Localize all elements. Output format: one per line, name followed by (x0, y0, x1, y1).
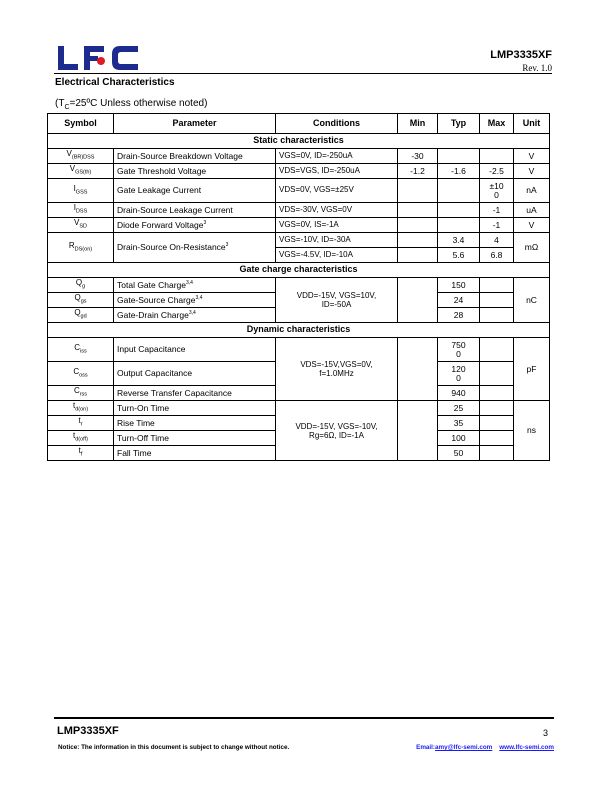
footer-contact (416, 744, 554, 751)
column-header: Parameter (114, 114, 276, 134)
parameter-cell: Fall Time (114, 446, 276, 461)
unit-cell: V (514, 149, 550, 164)
min-cell (398, 179, 438, 203)
footer-part-number: LMP3335XF (57, 725, 119, 737)
parameter-cell: Output Capacitance (114, 362, 276, 386)
max-cell (480, 446, 514, 461)
min-cell: -1.2 (398, 164, 438, 179)
symbol-cell: $C_{rss}$ (48, 386, 114, 401)
min-cell (398, 338, 438, 401)
parameter-cell: Diode Forward Voltage$^3$ (114, 218, 276, 233)
max-cell (480, 431, 514, 446)
table-row (48, 278, 550, 293)
conditions-cell: VDS=-30V, VGS=0V (276, 203, 398, 218)
typ-cell: 50 (438, 446, 480, 461)
max-cell (480, 149, 514, 164)
symbol-cell: $I_{DSS}$ (48, 203, 114, 218)
conditions-cell: VGS=0V, IS=-1A (276, 218, 398, 233)
table-row (48, 164, 550, 179)
symbol-cell: $t_r$ (48, 416, 114, 431)
table-row (48, 179, 550, 203)
unit-cell: nA (514, 179, 550, 203)
parameter-cell: Gate Threshold Voltage (114, 164, 276, 179)
typ-cell (438, 149, 480, 164)
max-cell (480, 338, 514, 362)
column-header: Min (398, 114, 438, 134)
header-part-number: LMP3335XF (490, 49, 552, 61)
max-cell (480, 293, 514, 308)
min-cell (398, 203, 438, 218)
table-row (48, 149, 550, 164)
parameter-cell: Turn-On Time (114, 401, 276, 416)
footer-divider (54, 717, 554, 719)
parameter-cell: Gate-Drain Charge$^{3,4}$ (114, 308, 276, 323)
symbol-cell: $t_{d(on)}$ (48, 401, 114, 416)
parameter-cell: Input Capacitance (114, 338, 276, 362)
parameter-cell: Gate Leakage Current (114, 179, 276, 203)
column-header: Conditions (276, 114, 398, 134)
revision-label: Rev. 1.0 (522, 63, 552, 73)
typ-cell: 940 (438, 386, 480, 401)
typ-cell: 5.6 (438, 248, 480, 263)
typ-cell (438, 203, 480, 218)
section-title: Electrical Characteristics (55, 77, 175, 88)
max-cell: -2.5 (480, 164, 514, 179)
typ-cell: 750 0 (438, 338, 480, 362)
section-row (48, 263, 550, 278)
conditions-cell: VGS=-4.5V, ID=-10A (276, 248, 398, 263)
email-link[interactable]: amy@lfc-semi.com (435, 744, 493, 751)
table-row (48, 338, 550, 362)
conditions-cell: VDS=0V, VGS=±25V (276, 179, 398, 203)
symbol-cell: $V_{(BR)DSS}$ (48, 149, 114, 164)
website-link[interactable]: www.lfc-semi.com (499, 744, 554, 751)
typ-cell: 28 (438, 308, 480, 323)
column-header: Unit (514, 114, 550, 134)
symbol-cell: $V_{GS(th)}$ (48, 164, 114, 179)
max-cell: 6.8 (480, 248, 514, 263)
max-cell: -1 (480, 203, 514, 218)
section-row (48, 323, 550, 338)
company-logo (58, 44, 142, 72)
parameter-cell: Drain-Source Breakdown Voltage (114, 149, 276, 164)
conditions-cell: VGS=0V, ID=-250uA (276, 149, 398, 164)
min-cell: -30 (398, 149, 438, 164)
table-row (48, 203, 550, 218)
min-cell (398, 248, 438, 263)
temperature-condition-note: ($T_C=25ºC$ Unless otherwise noted) (55, 98, 208, 111)
conditions-cell: VGS=-10V, ID=-30A (276, 233, 398, 248)
max-cell (480, 362, 514, 386)
conditions-cell: VDD=-15V, VGS=10V, ID=-50A (276, 278, 398, 323)
symbol-cell: $Q_g$ (48, 278, 114, 293)
parameter-cell: Turn-Off Time (114, 431, 276, 446)
section-label: Dynamic characteristics (48, 323, 550, 338)
symbol-cell: $I_{GSS}$ (48, 179, 114, 203)
max-cell (480, 386, 514, 401)
symbol-cell: $C_{iss}$ (48, 338, 114, 362)
unit-cell: uA (514, 203, 550, 218)
conditions-cell: VDD=-15V, VGS=-10V, Rg=6Ω, ID=-1A (276, 401, 398, 461)
symbol-cell: $V_{SD}$ (48, 218, 114, 233)
typ-cell: 35 (438, 416, 480, 431)
section-label: Static characteristics (48, 134, 550, 149)
column-header: Max (480, 114, 514, 134)
unit-cell: nC (514, 278, 550, 323)
footer-notice: Notice: The information in this document is subject to change without notice. (58, 744, 290, 751)
symbol-cell: $Q_{gs}$ (48, 293, 114, 308)
max-cell: ±10 0 (480, 179, 514, 203)
table-row (48, 401, 550, 416)
typ-cell: 24 (438, 293, 480, 308)
electrical-characteristics-table (47, 113, 550, 461)
max-cell (480, 416, 514, 431)
max-cell: 4 (480, 233, 514, 248)
section-label: Gate charge characteristics (48, 263, 550, 278)
email-label: Email: (416, 744, 436, 751)
typ-cell: 25 (438, 401, 480, 416)
max-cell: -1 (480, 218, 514, 233)
symbol-cell: $C_{oss}$ (48, 362, 114, 386)
min-cell (398, 401, 438, 461)
max-cell (480, 278, 514, 293)
symbol-cell: $t_{d(off)}$ (48, 431, 114, 446)
parameter-cell: Reverse Transfer Capacitance (114, 386, 276, 401)
typ-cell: 100 (438, 431, 480, 446)
parameter-cell: Drain-Source Leakage Current (114, 203, 276, 218)
unit-cell: mΩ (514, 233, 550, 263)
parameter-cell: Rise Time (114, 416, 276, 431)
unit-cell: ns (514, 401, 550, 461)
table-row (48, 233, 550, 248)
symbol-cell: $R_{DS(on)}$ (48, 233, 114, 263)
section-row (48, 134, 550, 149)
parameter-cell: Total Gate Charge$^{3,4}$ (114, 278, 276, 293)
min-cell (398, 218, 438, 233)
typ-cell (438, 218, 480, 233)
min-cell (398, 233, 438, 248)
typ-cell: 150 (438, 278, 480, 293)
symbol-cell: $Q_{gd}$ (48, 308, 114, 323)
typ-cell: 3.4 (438, 233, 480, 248)
parameter-cell: Gate-Source Charge$^{3,4}$ (114, 293, 276, 308)
conditions-cell: VDS=VGS, ID=-250uA (276, 164, 398, 179)
column-header: Typ (438, 114, 480, 134)
page-number: 3 (542, 728, 548, 738)
table-row (48, 218, 550, 233)
typ-cell: -1.6 (438, 164, 480, 179)
unit-cell: V (514, 164, 550, 179)
parameter-cell: Drain-Source On-Resistance$^3$ (114, 233, 276, 263)
typ-cell: 120 0 (438, 362, 480, 386)
column-header: Symbol (48, 114, 114, 134)
typ-cell (438, 179, 480, 203)
table-header-row (48, 114, 550, 134)
max-cell (480, 308, 514, 323)
max-cell (480, 401, 514, 416)
unit-cell: V (514, 218, 550, 233)
min-cell (398, 278, 438, 323)
conditions-cell: VDS=-15V,VGS=0V, f=1.0MHz (276, 338, 398, 401)
symbol-cell: $t_f$ (48, 446, 114, 461)
header-divider (54, 73, 552, 74)
unit-cell: pF (514, 338, 550, 401)
